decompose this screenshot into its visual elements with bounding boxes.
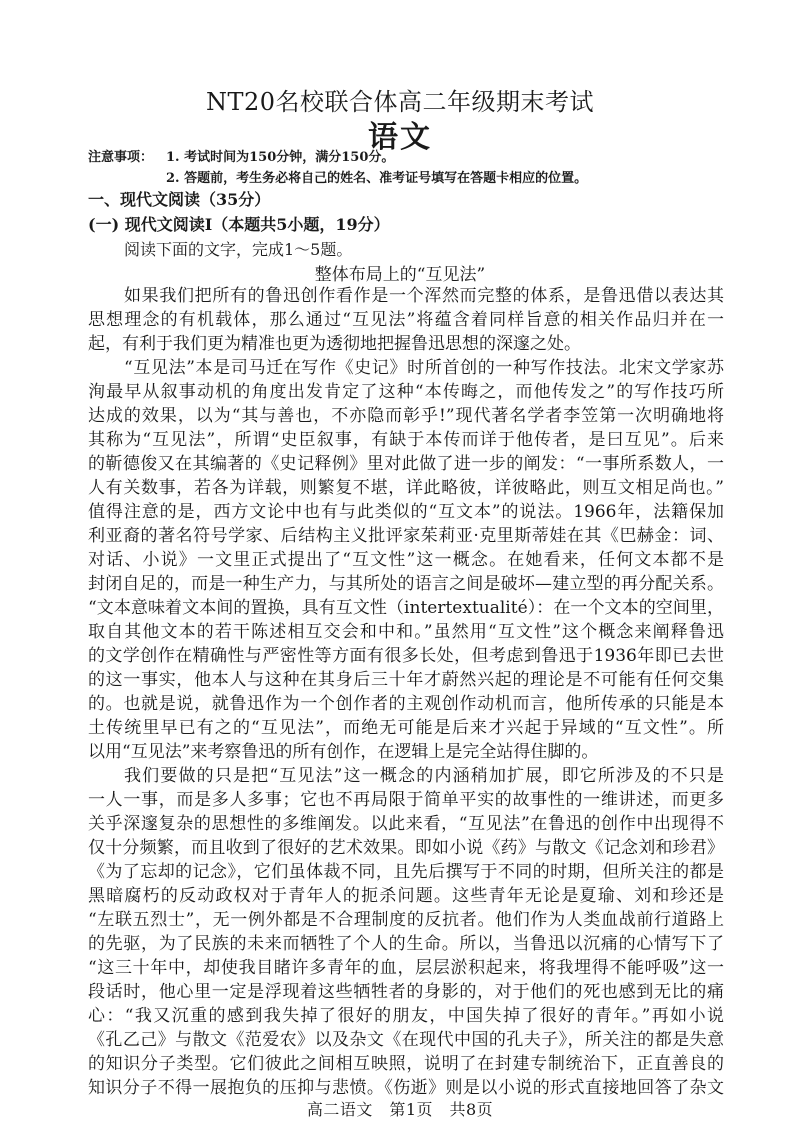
passage-line: 洵最早从叙事动机的角度出发肯定了这种“本传晦之，而他传发之”的写作技巧所 [88,382,724,402]
passage-line: 一人一事，而是多人多事；它也不再局限于简单平实的故事性的一维讲述，而更多 [88,790,724,810]
passage-line: 以用“互见法”来考察鲁迅的所有创作，在逻辑上是完全站得住脚的。 [88,742,599,762]
notes-label: 注意事项： [88,150,154,165]
passage-line: 段话时，他心里一定是浮现着这些牺牲者的身影的，对于他们的死也感到无比的痛 [88,982,724,1002]
passage-line: “互见法”本是司马迁在写作《史记》时所首创的一种写作技法。北宋文学家苏 [124,358,724,378]
passage-line: “文本意味着文本间的置换，具有互文性（intertextualité）：在一个文本的空间里， [88,598,724,618]
passage-line: 其称为“互见法”，所谓“史臣叙事，有缺于本传而详于他传者，是曰互见”。后来 [88,430,724,450]
passage-line: 的这一事实，他本人与这种在其身后三十年才蔚然兴起的理论是不可能有任何交集 [88,670,724,690]
passage-line: 如果我们把所有的鲁迅创作看作是一个浑然而完整的体系，是鲁迅借以表达其 [124,286,724,306]
passage-line: 知识分子不得一展抱负的压抑与悲愤。《伤逝》则是以小说的形式直接地回答了杂文 [88,1078,724,1098]
passage-line: 达成的效果，以为“其与善也，不亦隐而彰乎!”现代著名学者李笠第一次明确地将 [88,406,724,426]
passage-body [88,284,724,1100]
note-item: 2. 答题前，考生务必将自己的姓名、准考证号填写在答题卡相应的位置。 [166,171,588,186]
passage-line: 封闭自足的，而是一种生产力，与其所处的语言之间是破坏—建立型的再分配关系。 [88,574,724,594]
note-item: 1. 考试时间为150分钟，满分150分。 [166,150,395,165]
passage-line: 的文学创作在精确性与严密性等方面有很多长处，但考虑到鲁迅于1936年即已去世 [88,646,724,666]
instruction-text: 阅读下面的文字，完成1～5题。 [124,240,353,259]
passage-line: 心：“我又沉重的感到我失掉了很好的朋友，中国失掉了很好的青年。”再如小说 [88,1006,724,1026]
passage-line: “左联五烈士”，无一例外都是不合理制度的反抗者。他们作为人类血战前行道路上 [88,910,724,930]
passage-line: 我们要做的只是把“互见法”这一概念的内涵稍加扩展，即它所涉及的不只是 [124,766,724,786]
passage-line: 土传统里早已有之的“互见法”，而绝无可能是后来才兴起于异域的“互文性”。所 [88,718,724,738]
section-heading: 一、现代文阅读（35分） [88,190,271,209]
passage-line: 的。也就是说，就鲁迅作为一个创作者的主观创作动机而言，他所传承的只能是本 [88,694,724,714]
subject-title: 语文 [368,120,432,155]
passage-line: 思想理念的有机载体，那么通过“互见法”将蕴含着同样旨意的相关作品归并在一 [88,310,724,330]
subsection-heading: (一) 现代文阅读Ⅰ（本题共5小题，19分） [88,215,390,234]
passage-line: 关乎深邃复杂的思想性的多维阐发。以此来看，“互见法”在鲁迅的创作中出现得不 [88,814,724,834]
passage-line: 《孔乙己》与散文《范爱农》以及杂文《在现代中国的孔夫子》，所关注的都是失意 [88,1030,724,1050]
exam-title: NT20名校联合体高二年级期末考试 [205,88,595,116]
passage-line: 仅十分频繁，而且收到了很好的艺术效果。即如小说《药》与散文《记念刘和珍君》 [88,838,724,858]
passage-line: 《为了忘却的记念》，它们虽体裁不同，且先后撰写于不同的时期，但所关注的都是 [88,862,724,882]
passage-line: 的靳德俊又在其编著的《史记释例》里对此做了进一步的阐发：“一事所系数人，一 [88,454,724,474]
passage-line: “这三十年中，却使我目睹许多青年的血，层层淤积起来，将我埋得不能呼吸”这一 [88,958,724,978]
passage-line: 的知识分子类型。它们彼此之间相互映照，说明了在封建专制统治下，正直善良的 [88,1054,724,1074]
passage-line: 取自其他文本的若干陈述相互交会和中和。”虽然用“互文性”这个概念来阐释鲁迅 [88,622,724,642]
passage-title: 整体布局上的“互见法” [314,265,486,285]
passage-line: 起，有利于我们更为精准也更为透彻地把握鲁迅思想的深邃之处。 [88,334,581,354]
passage-line: 值得注意的是，西方文论中也有与此类似的“互文本”的说法。1966年，法籍保加 [88,502,724,522]
passage-line: 对话、小说》一文里正式提出了“互文性”这一概念。在她看来，任何文本都不是 [88,550,724,570]
passage-line: 利亚裔的著名符号学家、后结构主义批评家茱莉亚·克里斯蒂娃在其《巴赫金：词、 [88,526,724,546]
passage-line: 黑暗腐朽的反动政权对于青年人的扼杀问题。这些青年无论是夏瑜、刘和珍还是 [88,886,724,906]
page-footer: 高二语文 第1页 共8页 [306,1100,494,1119]
passage-line: 人有关数事，若各为详载，则繁复不堪，详此略彼，详彼略此，则互文相足尚也。” [88,478,724,498]
passage-line: 的先驱，为了民族的未来而牺牲了个人的生命。所以，当鲁迅以沉痛的心情写下了 [88,934,724,954]
